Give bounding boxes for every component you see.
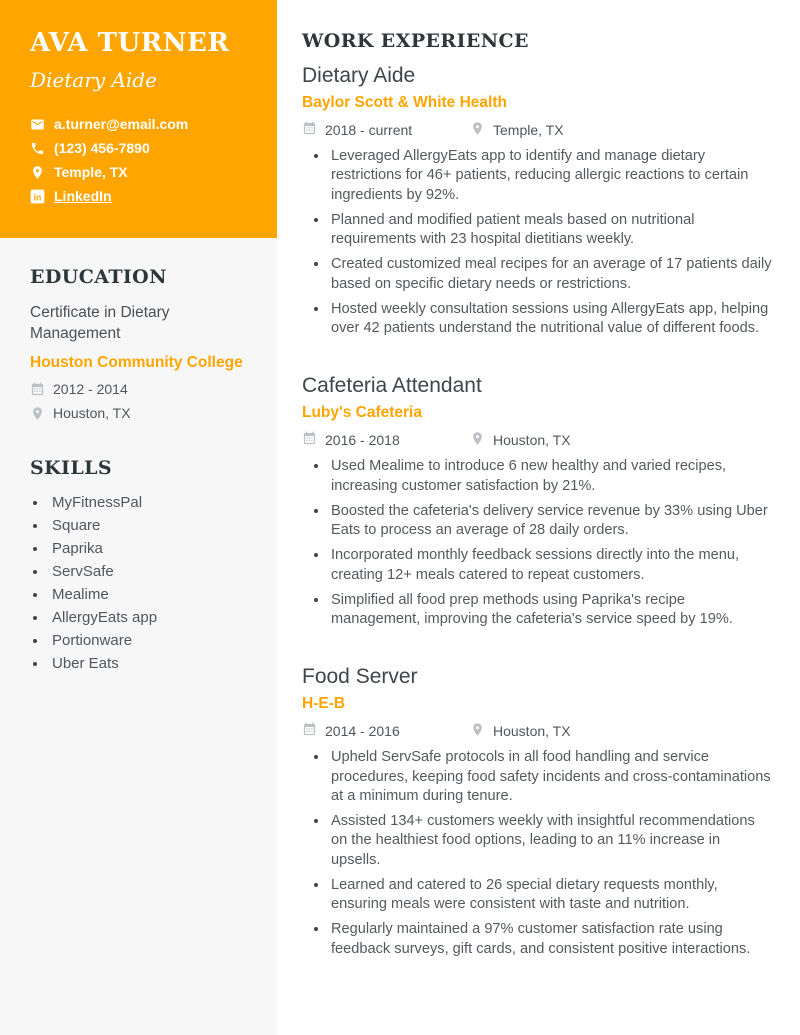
job-meta-row [302, 431, 772, 449]
job-location-group [470, 121, 564, 139]
job-bullet: • Used Mealime to introduce 6 new healthy and varied recipes, increasing customer satisfaction by 21%. [329, 457, 772, 496]
job-location-group [470, 431, 571, 449]
skills-heading: SKILLS [30, 457, 112, 480]
education-location: Houston, TX [53, 405, 131, 422]
linkedin-link[interactable]: LinkedIn [54, 188, 112, 205]
job-meta-row [302, 722, 772, 740]
job-bullet-list [302, 748, 772, 959]
job-dates-group [302, 722, 470, 740]
location-pin-icon [470, 431, 485, 449]
education-dates-row [30, 381, 255, 397]
person-name: AVA TURNER [30, 28, 230, 58]
skill-item: • MyFitnessPal [48, 491, 255, 514]
job-company: H-E-B [302, 695, 346, 713]
svg-text:in: in [33, 191, 42, 202]
job-entry [302, 64, 772, 338]
calendar-icon [30, 382, 45, 397]
job-dates-group [302, 121, 470, 139]
job-dates: 2014 - 2016 [325, 723, 400, 740]
skill-item: • Portionware [48, 629, 255, 652]
email-icon [30, 117, 45, 132]
education-degree: Certificate in Dietary Management [30, 304, 170, 342]
education-dates: 2012 - 2014 [53, 381, 128, 398]
job-title: Dietary Aide [302, 64, 416, 87]
skill-item: • Uber Eats [48, 652, 255, 675]
job-dates: 2018 - current [325, 122, 413, 138]
job-entry [302, 665, 772, 959]
job-bullet: • Simplified all food prep methods using Paprika's recipe management, improving the cafeteria's service speed by 19%. [329, 591, 772, 630]
contact-location-row [30, 164, 257, 180]
contact-linkedin-row [30, 188, 257, 204]
calendar-icon [302, 722, 317, 740]
linkedin-icon [30, 189, 45, 204]
job-bullet: • Hosted weekly consultation sessions using AllergyEats app, helping over 42 patients understand the nutritional value of different foods. [329, 300, 772, 339]
phone-icon [30, 141, 45, 156]
job-dates: 2016 - 2018 [325, 432, 400, 449]
job-bullet: • Upheld ServSafe protocols in all food handling and service procedures, keeping food safety incidents and cross-contaminations at a minimum during tenure. [329, 748, 772, 806]
work-experience-heading: WORK EXPERIENCE [302, 30, 529, 52]
education-school: Houston Community College [30, 353, 243, 371]
job-bullet: • Assisted 134+ customers weekly with insightful recommendations on the healthiest food options, leading to an 11% increase in upsells. [329, 812, 772, 870]
job-entry [302, 374, 772, 629]
sidebar-body [0, 266, 277, 675]
location-pin-icon [30, 165, 45, 180]
contact-email-row [30, 116, 257, 132]
person-role: Dietary Aide [30, 68, 157, 93]
job-title: Cafeteria Attendant [302, 374, 482, 398]
sidebar-header [0, 0, 277, 238]
contact-email: a.turner@email.com [54, 116, 189, 133]
job-bullet: • Incorporated monthly feedback sessions directly into the menu, creating 12+ meals catered to repeat customers. [329, 546, 772, 585]
job-bullet: • Created customized meal recipes for an average of 17 patients daily based on specific dietary needs or restrictions. [329, 255, 772, 294]
skills-list [30, 491, 255, 675]
contact-phone-row [30, 140, 257, 156]
skill-item: • Mealime [48, 583, 255, 606]
education-heading: EDUCATION [30, 266, 167, 288]
calendar-icon [302, 431, 317, 449]
location-pin-icon [470, 722, 485, 740]
calendar-icon [302, 121, 317, 139]
skill-item: • AllergyEats app [48, 606, 255, 629]
location-pin-icon [470, 121, 485, 139]
sidebar [0, 0, 277, 1035]
education-location-row [30, 405, 255, 421]
skill-item: • Paprika [48, 537, 255, 560]
location-pin-icon [30, 406, 45, 421]
job-bullet: • Regularly maintained a 97% customer satisfaction rate using feedback surveys, gift cards, and consistent positive interactions. [329, 920, 772, 959]
skill-item: • ServSafe [48, 560, 255, 583]
job-company: Baylor Scott & White Health [302, 94, 507, 111]
job-bullet: • Boosted the cafeteria's delivery service revenue by 33% using Uber Eats to process an average of 28 daily orders. [329, 502, 772, 541]
job-location: Houston, TX [493, 723, 571, 740]
job-bullet: • Leveraged AllergyEats app to identify and manage dietary restrictions for 46+ patients, reducing allergic reactions to certain ingredients by 92%. [329, 147, 772, 205]
job-location: Houston, TX [493, 432, 571, 449]
contact-location: Temple, TX [54, 164, 128, 181]
job-meta-row [302, 121, 772, 139]
job-company: Luby's Cafeteria [302, 404, 422, 422]
job-title: Food Server [302, 665, 418, 689]
job-bullet-list [302, 147, 772, 338]
job-dates-group [302, 431, 470, 449]
job-bullet: • Planned and modified patient meals based on nutritional requirements with 23 hospital dietitians weekly. [329, 211, 772, 250]
job-location: Temple, TX [493, 122, 564, 138]
work-experience-column [302, 0, 772, 965]
contact-block [30, 116, 257, 204]
contact-phone: (123) 456-7890 [54, 140, 150, 157]
job-bullet: • Learned and catered to 26 special dietary requests monthly, ensuring meals were consistent with taste and nutrition. [329, 876, 772, 915]
skill-item: • Square [48, 514, 255, 537]
job-bullet-list [302, 457, 772, 629]
job-location-group [470, 722, 571, 740]
